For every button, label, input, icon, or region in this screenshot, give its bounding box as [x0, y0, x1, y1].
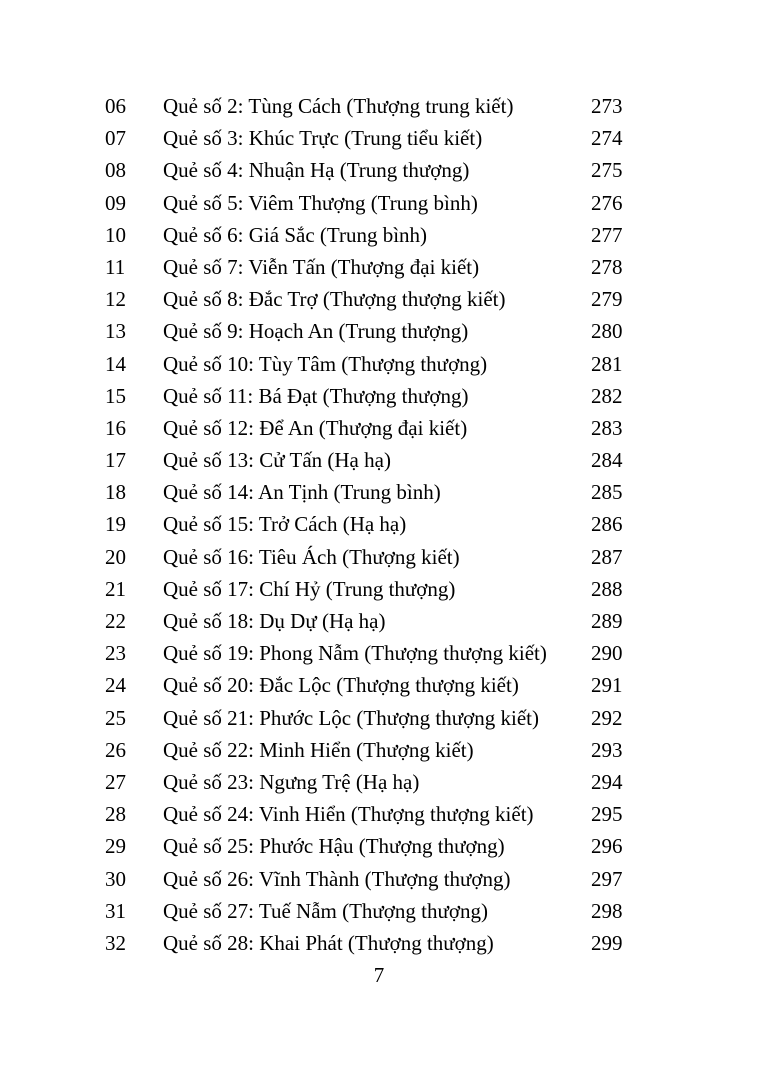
toc-row: [0, 895, 758, 927]
toc-row: [0, 702, 758, 734]
entry-title: Quẻ số 19: Phong Nẫm (Thượng thượng kiết): [163, 641, 547, 666]
entry-number: 32: [105, 930, 126, 955]
toc-row: [0, 669, 758, 701]
entry-title: Quẻ số 4: Nhuận Hạ (Trung thượng): [163, 158, 470, 183]
toc-row: [0, 380, 758, 412]
toc-row: [0, 605, 758, 637]
toc-row: [0, 863, 758, 895]
toc-row: [0, 573, 758, 605]
entry-title: Quẻ số 22: Minh Hiển (Thượng kiết): [163, 737, 474, 762]
toc-row: [0, 348, 758, 380]
entry-title: Quẻ số 20: Đắc Lộc (Thượng thượng kiết): [163, 673, 519, 698]
entry-number: 17: [105, 448, 126, 473]
toc-row: [0, 927, 758, 959]
entry-page: 282: [591, 383, 623, 408]
entry-number: 06: [105, 94, 126, 118]
toc-row: [0, 766, 758, 798]
entry-number: 12: [105, 287, 126, 312]
entry-number: 28: [105, 802, 126, 827]
entry-title: Quẻ số 15: Trở Cách (Hạ hạ): [163, 512, 407, 537]
entry-page: 281: [591, 351, 623, 376]
toc-row: [0, 637, 758, 669]
entry-number: 24: [105, 673, 126, 698]
entry-title: Quẻ số 17: Chí Hỷ (Trung thượng): [163, 576, 456, 601]
entry-page: 277: [591, 222, 623, 247]
entry-page: 286: [591, 512, 623, 537]
entry-number: 11: [105, 254, 126, 279]
entry-page: 284: [591, 448, 623, 473]
entry-title: Quẻ số 21: Phước Lộc (Thượng thượng kiết): [163, 705, 539, 730]
entry-page: 292: [591, 705, 623, 730]
toc-row: [0, 444, 758, 476]
entry-title: Quẻ số 28: Khai Phát (Thượng thượng): [163, 930, 494, 955]
entry-page: 279: [591, 287, 623, 312]
entry-number: 31: [105, 898, 126, 923]
entry-page: 290: [591, 641, 623, 666]
entry-page: 276: [591, 190, 623, 215]
toc-row: [0, 508, 758, 540]
toc-row: [0, 90, 758, 122]
entry-page: 273: [591, 94, 623, 118]
entry-number: 10: [105, 222, 126, 247]
entry-page: 294: [591, 769, 623, 794]
toc-row: [0, 412, 758, 444]
entry-page: 298: [591, 898, 623, 923]
entry-number: 25: [105, 705, 126, 730]
entry-title: Quẻ số 11: Bá Đạt (Thượng thượng): [163, 383, 469, 408]
entry-title: Quẻ số 18: Dụ Dự (Hạ hạ): [163, 609, 386, 633]
entry-title: Quẻ số 27: Tuế Nẫm (Thượng thượng): [163, 898, 488, 923]
toc-row: [0, 283, 758, 315]
entry-title: Quẻ số 3: Khúc Trực (Trung tiểu kiết): [163, 126, 483, 151]
toc-row: [0, 219, 758, 251]
entry-number: 26: [105, 737, 126, 762]
entry-page: 288: [591, 576, 623, 601]
entry-page: 285: [591, 480, 623, 505]
toc-row: [0, 734, 758, 766]
entry-number: 29: [105, 834, 126, 859]
entry-page: 295: [591, 802, 623, 827]
entry-title: Quẻ số 14: An Tịnh (Trung bình): [163, 480, 441, 505]
entry-title: Quẻ số 5: Viêm Thượng (Trung bình): [163, 190, 478, 215]
entry-page: 299: [591, 930, 623, 955]
entry-title: Quẻ số 26: Vĩnh Thành (Thượng thượng): [163, 866, 511, 891]
entry-number: 22: [105, 609, 126, 633]
entry-page: 293: [591, 737, 623, 762]
entry-number: 08: [105, 158, 126, 183]
entry-title: Quẻ số 13: Cử Tấn (Hạ hạ): [163, 448, 391, 473]
toc-row: [0, 187, 758, 219]
entry-page: 280: [591, 319, 623, 344]
entry-number: 23: [105, 641, 126, 666]
entry-page: 283: [591, 415, 623, 440]
entry-number: 16: [105, 415, 126, 440]
entry-page: 287: [591, 544, 623, 569]
toc-row: [0, 122, 758, 154]
entry-title: Quẻ số 9: Hoạch An (Trung thượng): [163, 319, 469, 344]
page-number: 7: [373, 963, 385, 987]
toc-row: [0, 315, 758, 347]
entry-title: Quẻ số 2: Tùng Cách (Thượng trung kiết): [163, 94, 514, 118]
entry-title: Quẻ số 23: Ngưng Trệ (Hạ hạ): [163, 769, 420, 794]
entry-number: 07: [105, 126, 126, 151]
entry-title: Quẻ số 16: Tiêu Ách (Thượng kiết): [163, 544, 460, 569]
entry-number: 18: [105, 480, 126, 505]
entry-number: 30: [105, 866, 126, 891]
entry-number: 14: [105, 351, 126, 376]
toc-row: [0, 830, 758, 862]
entry-number: 09: [105, 190, 126, 215]
entry-title: Quẻ số 10: Tùy Tâm (Thượng thượng): [163, 351, 488, 376]
entry-page: 296: [591, 834, 623, 859]
entry-number: 20: [105, 544, 126, 569]
entry-number: 15: [105, 383, 126, 408]
toc-row: [0, 541, 758, 573]
entry-page: 291: [591, 673, 623, 698]
entry-title: Quẻ số 7: Viễn Tấn (Thượng đại kiết): [163, 254, 480, 279]
toc-row: [0, 251, 758, 283]
entry-title: Quẻ số 8: Đắc Trợ (Thượng thượng kiết): [163, 287, 506, 312]
toc-row: [0, 154, 758, 186]
entry-number: 21: [105, 576, 126, 601]
entry-title: Quẻ số 12: Để An (Thượng đại kiết): [163, 415, 468, 440]
entry-number: 19: [105, 512, 126, 537]
table-of-contents: [0, 90, 758, 959]
entry-page: 278: [591, 254, 623, 279]
entry-number: 13: [105, 319, 126, 344]
entry-title: Quẻ số 6: Giá Sắc (Trung bình): [163, 222, 428, 247]
entry-page: 275: [591, 158, 623, 183]
entry-title: Quẻ số 25: Phước Hậu (Thượng thượng): [163, 834, 505, 859]
toc-row: [0, 476, 758, 508]
entry-number: 27: [105, 769, 126, 794]
entry-page: 289: [591, 609, 623, 633]
toc-row: [0, 798, 758, 830]
entry-title: Quẻ số 24: Vinh Hiển (Thượng thượng kiết): [163, 802, 534, 827]
entry-page: 297: [591, 866, 623, 891]
entry-page: 274: [591, 126, 623, 151]
